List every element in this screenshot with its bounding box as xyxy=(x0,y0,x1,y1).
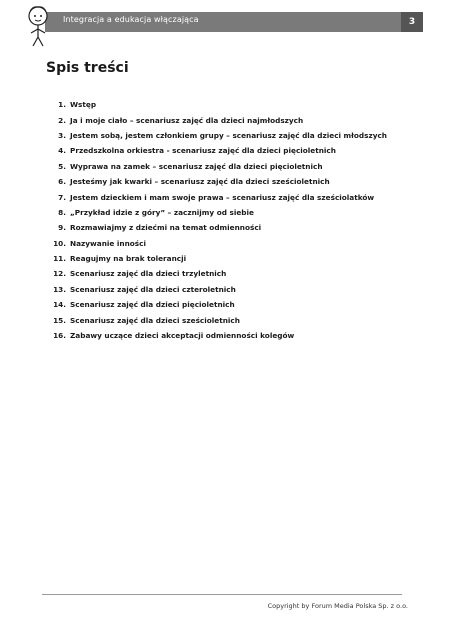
toc-item-number: 6. xyxy=(58,177,66,187)
toc-item-label: Przedszkolna orkiestra - scenariusz zajęć dla dzieci pięcioletnich xyxy=(70,146,336,156)
header-bar xyxy=(45,12,423,32)
toc-item[interactable] xyxy=(42,251,422,266)
toc-item-number: 3. xyxy=(58,130,66,140)
toc-item[interactable] xyxy=(42,328,422,343)
toc-item-number: 14. xyxy=(53,300,66,310)
toc-item[interactable] xyxy=(42,282,422,297)
toc-item[interactable] xyxy=(42,128,422,143)
toc-item-number: 7. xyxy=(58,192,66,202)
toc-item[interactable] xyxy=(42,297,422,312)
toc-item[interactable] xyxy=(42,312,422,327)
toc-item-number: 16. xyxy=(53,331,66,341)
toc-item[interactable] xyxy=(42,266,422,281)
toc-item-label: Scenariusz zajęć dla dzieci trzyletnich xyxy=(70,269,227,279)
toc-item-number: 13. xyxy=(53,284,66,294)
toc-item-number: 5. xyxy=(58,161,66,171)
toc-item-label: Ja i moje ciało – scenariusz zajęć dla dzieci najmłodszych xyxy=(70,115,304,125)
toc-item-label: Wstęp xyxy=(70,100,97,110)
toc-item[interactable] xyxy=(42,112,422,127)
toc-item[interactable] xyxy=(42,143,422,158)
page-title: Spis treści xyxy=(46,60,129,76)
toc-item-label: Scenariusz zajęć dla dzieci czteroletnich xyxy=(70,284,236,294)
toc-item-label: „Przykład idzie z góry” – zacznijmy od siebie xyxy=(70,207,254,217)
toc-item[interactable] xyxy=(42,205,422,220)
toc-item-label: Jesteśmy jak kwarki – scenariusz zajęć dla dzieci sześcioletnich xyxy=(70,177,330,187)
toc-item-number: 2. xyxy=(58,115,66,125)
toc-item[interactable] xyxy=(42,189,422,204)
toc-item-label: Wyprawa na zamek – scenariusz zajęć dla dzieci pięcioletnich xyxy=(70,161,323,171)
page-number: 3 xyxy=(401,12,423,32)
toc-item-number: 1. xyxy=(58,100,66,110)
toc-item-number: 11. xyxy=(53,254,66,264)
toc-item[interactable] xyxy=(42,97,422,112)
toc-item-number: 15. xyxy=(53,315,66,325)
header-title: Integracja a edukacja włączająca xyxy=(63,15,199,24)
toc-item-label: Rozmawiajmy z dziećmi na temat odmienności xyxy=(70,223,262,233)
toc-item-number: 8. xyxy=(58,207,66,217)
toc-item[interactable] xyxy=(42,236,422,251)
toc-item-number: 9. xyxy=(58,223,66,233)
toc-item-label: Zabawy uczące dzieci akceptacji odmienności kolegów xyxy=(70,331,295,341)
child-mascot-icon xyxy=(22,4,56,48)
toc-item-number: 12. xyxy=(53,269,66,279)
toc-item-label: Scenariusz zajęć dla dzieci sześcioletnich xyxy=(70,315,240,325)
toc-item-number: 4. xyxy=(58,146,66,156)
toc-item[interactable] xyxy=(42,174,422,189)
table-of-contents xyxy=(42,97,422,343)
toc-item-label: Nazywanie inności xyxy=(70,238,146,248)
footer-divider xyxy=(42,594,402,595)
toc-item-label: Jestem dzieckiem i mam swoje prawa – scenariusz zajęć dla sześciolatków xyxy=(70,192,375,202)
toc-item-label: Reagujmy na brak tolerancji xyxy=(70,254,187,264)
toc-item[interactable] xyxy=(42,159,422,174)
toc-item-label: Jestem sobą, jestem członkiem grupy – scenariusz zajęć dla dzieci młodszych xyxy=(70,130,387,140)
toc-item-number: 10. xyxy=(53,238,66,248)
footer-copyright: Copyright by Forum Media Polska Sp. z o.o. xyxy=(267,602,408,610)
toc-item-label: Scenariusz zajęć dla dzieci pięcioletnich xyxy=(70,300,235,310)
toc-item[interactable] xyxy=(42,220,422,235)
